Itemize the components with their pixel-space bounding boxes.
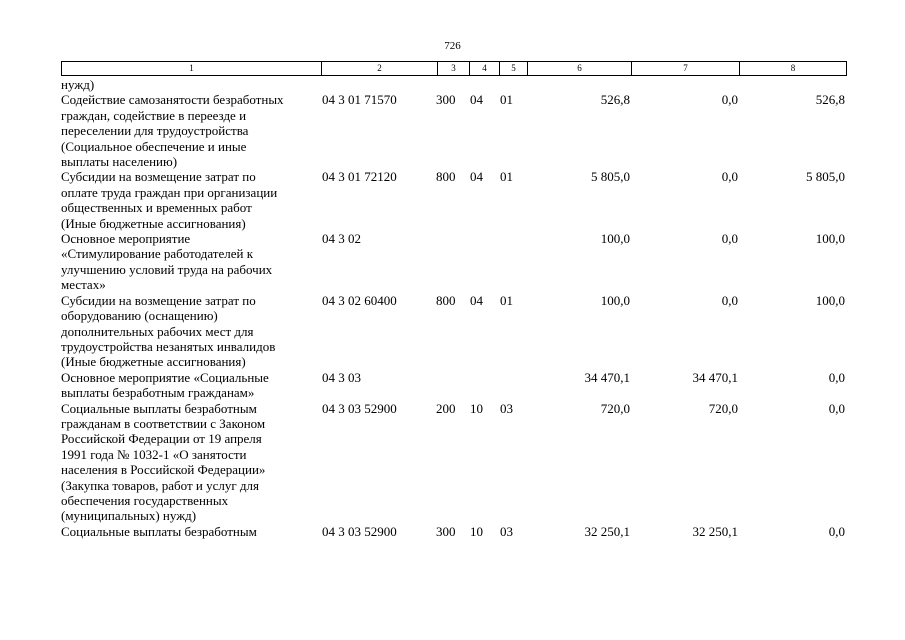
row-sum-regional: 0,0: [828, 369, 845, 385]
row-subsection: 01: [500, 92, 513, 108]
table-row: [61, 370, 847, 401]
row-code: 04 3 01 71570: [322, 92, 397, 108]
row-name: Содействие самозанятости безработных граждан, содействие в переезде и переселении для трудоустройства (Социальное обеспечение и иные выплаты населению): [61, 92, 284, 170]
row-sum-total: 5 805,0: [591, 169, 630, 185]
row-sum-federal: 32 250,1: [692, 523, 738, 539]
row-name: Основное мероприятие «Социальные выплаты безработным гражданам»: [61, 369, 269, 401]
row-sum-total: 526,8: [600, 92, 630, 108]
row-name: Субсидии на возмещение затрат по оплате труда граждан при организации общественных и временных работ (Иные бюджетные ассигнования): [61, 169, 278, 231]
row-name: Социальные выплаты безработным гражданам в соответствии с Законом Российской Федерации от 19 апреля 1991 года № 1032-1 «О занятости населения в Российской Федерации» (Закупка товаров, работ и услуг для обеспечения государственных (муниципальных) нужд): [61, 400, 266, 524]
row-sum-federal: 0,0: [721, 169, 738, 185]
row-sum-total: 720,0: [600, 400, 630, 416]
table-body: [61, 77, 847, 539]
row-expense-type: 300: [436, 92, 456, 108]
row-sum-total: 100,0: [600, 292, 630, 308]
row-section: 04: [470, 169, 483, 185]
page-number: 726: [444, 40, 461, 52]
row-sum-regional: 526,8: [815, 92, 845, 108]
header-col-8: 8: [790, 63, 796, 73]
row-code: 04 3 02: [322, 231, 361, 247]
row-sum-regional: 0,0: [828, 400, 845, 416]
header-col-6: 6: [528, 62, 632, 75]
row-code: 04 3 03 52900: [322, 400, 397, 416]
header-col-7: 7: [632, 62, 740, 75]
row-expense-type: 300: [436, 523, 456, 539]
row-section: 10: [470, 523, 483, 539]
row-code: 04 3 02 60400: [322, 292, 397, 308]
table-row: [61, 524, 847, 539]
row-name: Основное мероприятие «Стимулирование работодателей к улучшению условий труда на рабочих местах»: [61, 231, 273, 293]
header-col-4: 4: [470, 62, 500, 75]
row-code: 04 3 03: [322, 369, 361, 385]
row-section: 04: [470, 92, 483, 108]
row-sum-regional: 100,0: [815, 292, 845, 308]
row-sum-regional: 0,0: [828, 523, 845, 539]
row-subsection: 03: [500, 400, 513, 416]
row-sum-federal: 34 470,1: [692, 369, 738, 385]
row-sum-regional: 5 805,0: [806, 169, 845, 185]
row-name: Субсидии на возмещение затрат по оборудованию (оснащению) дополнительных рабочих мест для трудоустройства незанятых инвалидов (Иные бюджетные ассигнования): [61, 292, 276, 370]
table-row: [61, 231, 847, 293]
table-row: [61, 401, 847, 524]
row-sum-federal: 0,0: [721, 292, 738, 308]
row-name: Социальные выплаты безработным: [61, 523, 257, 539]
table-row: [61, 92, 847, 169]
continuation-text: нужд): [61, 77, 95, 92]
row-sum-total: 32 250,1: [584, 523, 630, 539]
header-col-1: 1: [62, 62, 322, 75]
row-code: 04 3 03 52900: [322, 523, 397, 539]
table-row: [61, 293, 847, 370]
header-col-2: 2: [322, 62, 438, 75]
row-sum-total: 34 470,1: [584, 369, 630, 385]
row-sum-federal: 720,0: [708, 400, 738, 416]
table-row: [61, 169, 847, 231]
header-col-5: 5: [500, 62, 528, 75]
row-expense-type: 800: [436, 169, 456, 185]
header-col-3: 3: [438, 62, 470, 75]
row-subsection: 03: [500, 523, 513, 539]
row-sum-regional: 100,0: [815, 231, 845, 247]
table-header: [61, 61, 847, 76]
row-section: 04: [470, 292, 483, 308]
row-subsection: 01: [500, 169, 513, 185]
row-sum-federal: 0,0: [721, 92, 738, 108]
row-expense-type: 800: [436, 292, 456, 308]
row-subsection: 01: [500, 292, 513, 308]
row-sum-total: 100,0: [600, 231, 630, 247]
row-section: 10: [470, 400, 483, 416]
row-expense-type: 200: [436, 400, 456, 416]
row-code: 04 3 01 72120: [322, 169, 397, 185]
continuation-row: [61, 77, 847, 92]
row-sum-federal: 0,0: [721, 231, 738, 247]
